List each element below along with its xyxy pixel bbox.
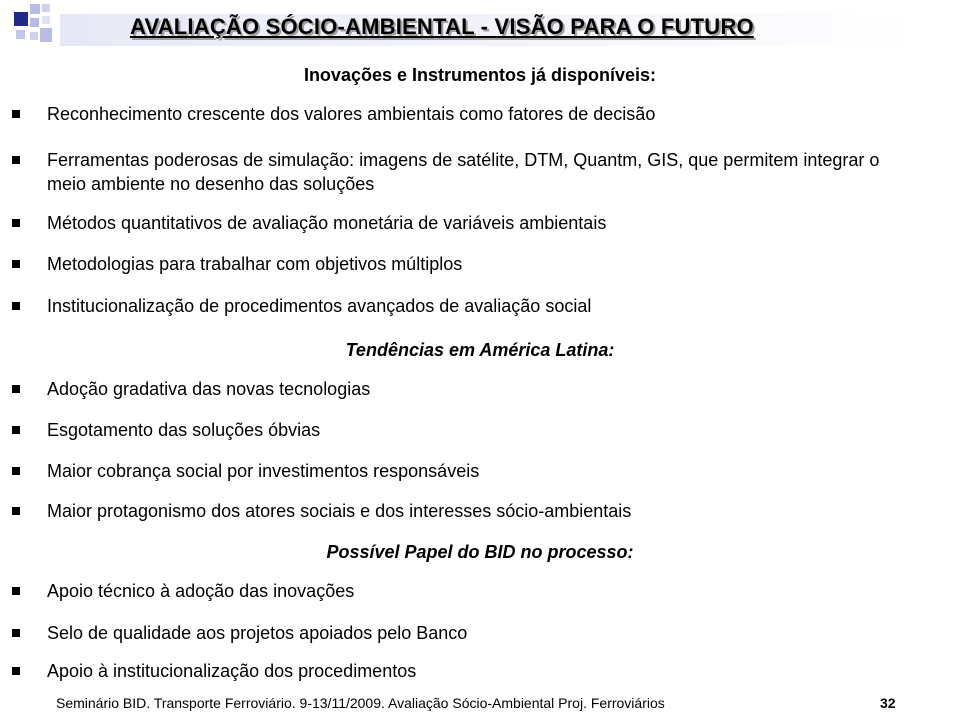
square-bullet-icon	[12, 629, 20, 637]
section-heading-trends: Tendências em América Latina:	[345, 340, 615, 360]
bullet-item	[12, 211, 912, 235]
bullet-text: Maior protagonismo dos atores sociais e dos interesses sócio-ambientais	[47, 501, 632, 521]
bullet-text: Métodos quantitativos de avaliação monetária de variáveis ambientais	[47, 213, 607, 233]
bullet-item	[12, 102, 912, 126]
bullet-text: Maior cobrança social por investimentos responsáveis	[47, 461, 480, 481]
square-bullet-icon	[12, 302, 20, 310]
decorative-squares	[0, 0, 60, 52]
bullet-text: Ferramentas poderosas de simulação: imagens de satélite, DTM, Quantm, GIS, que permitem integrar o meio ambiente no desenho das soluções	[47, 150, 880, 194]
bullet-text: Esgotamento das soluções óbvias	[47, 420, 321, 440]
bullet-item	[12, 377, 912, 401]
bullet-text: Apoio à institucionalização dos procedimentos	[47, 661, 417, 681]
bullet-text: Institucionalização de procedimentos avançados de avaliação social	[47, 296, 592, 316]
bullet-text: Apoio técnico à adoção das inovações	[47, 581, 355, 601]
bullet-item	[12, 148, 912, 196]
bullet-text: Selo de qualidade aos projetos apoiados pelo Banco	[47, 623, 468, 643]
bullet-item	[12, 579, 912, 603]
bullet-item	[12, 499, 912, 523]
square-bullet-icon	[12, 110, 20, 118]
page-number: 32	[880, 695, 896, 711]
square-bullet-icon	[12, 467, 20, 475]
bullet-text: Reconhecimento crescente dos valores ambientais como fatores de decisão	[47, 104, 656, 124]
slide-title: AVALIAÇÃO SÓCIO-AMBIENTAL - VISÃO PARA O FUTURO	[130, 14, 754, 39]
square-bullet-icon	[12, 426, 20, 434]
square-bullet-icon	[12, 219, 20, 227]
square-bullet-icon	[12, 667, 20, 675]
square-bullet-icon	[12, 385, 20, 393]
square-bullet-icon	[12, 587, 20, 595]
footer-text: Seminário BID. Transporte Ferroviário. 9-13/11/2009. Avaliação Sócio-Ambiental Proj. Ferroviários	[56, 695, 665, 711]
bullet-text: Metodologias para trabalhar com objetivos múltiplos	[47, 254, 463, 274]
bullet-item	[12, 621, 912, 645]
square-bullet-icon	[12, 260, 20, 268]
bullet-item	[12, 659, 912, 683]
bullet-item	[12, 252, 912, 276]
square-bullet-icon	[12, 507, 20, 515]
bullet-item	[12, 418, 912, 442]
bullet-item	[12, 459, 912, 483]
bullet-item	[12, 294, 912, 318]
bullet-text: Adoção gradativa das novas tecnologias	[47, 379, 371, 399]
section-heading-innovations: Inovações e Instrumentos já disponíveis:	[303, 65, 657, 85]
square-bullet-icon	[12, 156, 20, 164]
section-heading-bid-role: Possível Papel do BID no processo:	[326, 542, 634, 562]
